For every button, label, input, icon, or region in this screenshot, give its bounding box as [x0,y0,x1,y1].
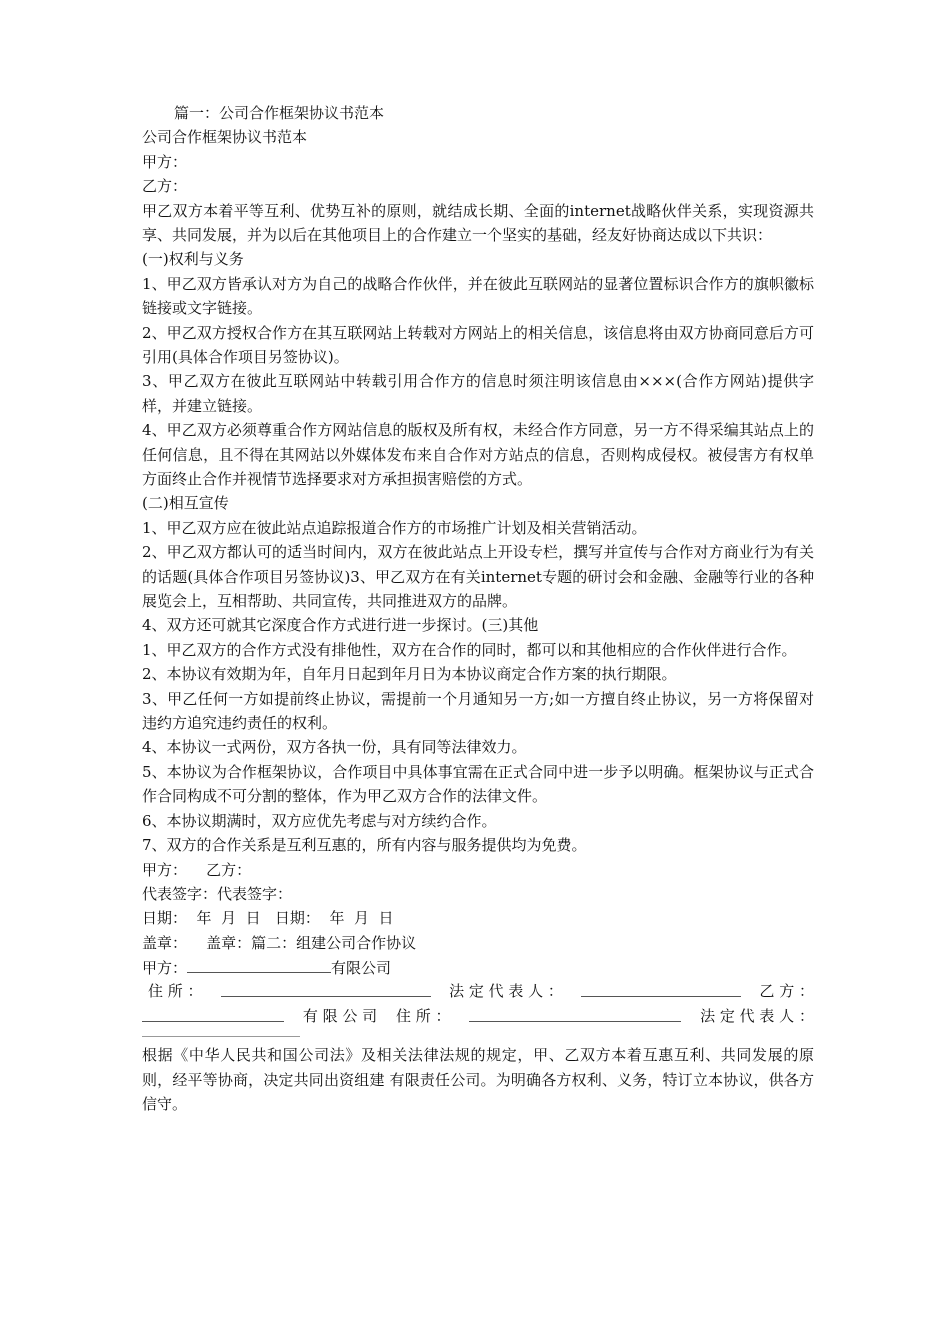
party-a-label: 甲方： [142,152,188,171]
part-two-party-a [142,955,814,979]
clause-3-7: 7、双方的合作关系是互利互惠的，所有内容与服务提供均为免费。 [142,836,587,855]
signature-parties: 甲方： 乙方： [142,860,252,879]
heading-part-one: 篇一：公司合作框架协议书范本 [174,104,385,122]
signature-seals: 盖章： 盖章：篇二：组建公司合作协议 [142,933,417,952]
clause-3-5: 5、本协议为合作框架协议，合作项目中具体事宜需在正式合同中进一步予以明确。框架协议与正式合作合同构成不可分割的整体，作为甲乙双方合作的法律文件。 [142,762,814,806]
party-a-label-2: 甲方： [142,959,188,978]
party-b-label: 乙方： [142,177,188,196]
party-b-legal-rep-label: 法 定 代 表 人 ： [700,1006,814,1025]
clause-3-4: 4、本协议一式两份，双方各执一份，具有同等法律效力。 [142,738,527,757]
document-page [142,101,814,1116]
party-b-address-label: 住 所 ： [395,1006,451,1025]
clause-1-4: 4、甲乙双方必须尊重合作方网站信息的版权及所有权，未经合作方同意，另一方不得采编其站点上的任何信息，且不得在其网站以外媒体发布来自合作对方站点的信息，否则构成侵权。被侵害方有权单方面终止合作并视情节选择要求对方承担损害赔偿的方式。 [142,421,814,489]
party-b-company-suffix: 有 限 公 司 [302,1006,378,1025]
clause-2-1: 1、甲乙双方应在彼此站点追踪报道合作方的市场推广计划及相关营销活动。 [142,518,647,537]
clause-1-1: 1、甲乙双方皆承认对方为自己的战略合作伙伴，并在彼此互联网站的显著位置标识合作方的旗帜徽标链接或文字链接。 [142,274,814,318]
signature-dates: 日期： 年 月 日 日期： 年 月 日 [142,909,394,928]
clause-3-6: 6、本协议期满时，双方应优先考虑与对方续约合作。 [142,811,497,830]
party-a-legal-rep-blank [581,979,741,997]
signature-representatives: 代表签字：代表签字： [142,884,293,903]
section-heading-rights: (一)权利与义务 [142,250,244,269]
part-two-row-2 [142,1004,814,1028]
clause-1-2: 2、甲乙双方授权合作方在其互联网站上转载对方网站上的相关信息，该信息将由双方协商同意后方可引用(具体合作项目另签协议)。 [142,323,814,366]
document-title: 公司合作框架协议书范本 [142,128,308,147]
party-b-address-blank [469,1004,681,1022]
party-a-legal-rep-label: 法 定 代 表 人 ： [449,982,563,1001]
section-heading-promotion: (二)相互宣传 [142,494,229,513]
part-two-row-1 [142,979,814,1003]
party-a-address-blank [221,979,431,997]
party-a-address-label: 住 所 ： [148,982,203,1001]
clause-3-3: 3、甲乙任何一方如提前终止协议，需提前一个月通知另一方;如一方擅自终止协议，另一方将保留对违约方追究违约责任的权利。 [142,689,814,733]
clause-3-2: 2、本协议有效期为年，自年月日起到年月日为本协议商定合作方案的执行期限。 [142,665,677,684]
clause-1-3: 3、甲乙双方在彼此互联网站中转载引用合作方的信息时须注明该信息由×××(合作方网站)提供字样，并建立链接。 [142,372,814,415]
party-b-legal-rep-blank [142,1028,300,1037]
party-b-name-blank [142,1004,284,1022]
intro-paragraph: 甲乙双方本着平等互利、优势互补的原则，就结成长期、全面的internet战略伙伴关系，实现资源共享、共同发展，并为以后在其他项目上的合作建立一个坚实的基础，经友好协商达成以下共识： [142,201,814,244]
party-a-company-suffix: 有限公司 [331,959,392,978]
clause-3-1: 1、甲乙双方的合作方式没有排他性，双方在合作的同时，都可以和其他相应的合作伙伴进行合作。 [142,640,797,659]
clause-2-4: 4、双方还可就其它深度合作方式进行进一步探讨。(三)其他 [142,616,539,635]
part-two-intro: 根据《中华人民共和国公司法》及相关法律法规的规定，甲、乙双方本着互惠互利、共同发展的原则，经平等协商，决定共同出资组建 有限责任公司。为明确各方权利、义务，特订立本协议，供各方信守。 [142,1046,814,1114]
party-a-name-blank [187,955,331,973]
party-b-label-2: 乙 方 ： [759,982,814,1001]
clause-2-2: 2、甲乙双方都认可的适当时间内，双方在彼此站点上开设专栏，撰写并宣传与合作对方商业行为有关的话题(具体合作项目另签协议)3、甲乙双方在有关internet专题的研讨会和金融、金融等行业的各种展览会上，互相帮助、共同宣传，共同推进双方的品牌。 [142,543,814,611]
